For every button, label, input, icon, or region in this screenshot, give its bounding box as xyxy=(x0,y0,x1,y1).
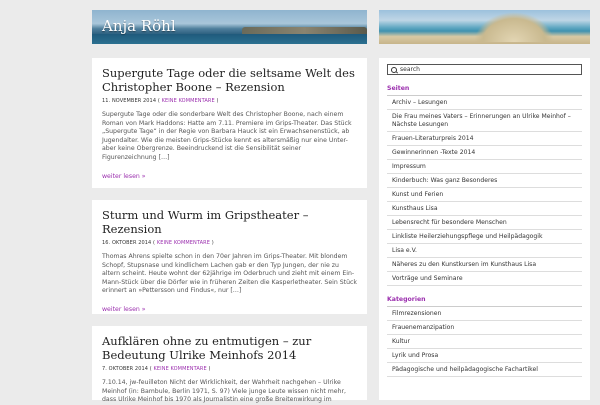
search-input[interactable] xyxy=(387,64,582,75)
comments-link[interactable]: KEINE KOMMENTARE xyxy=(156,240,211,246)
page-link[interactable]: Impressum xyxy=(387,160,582,174)
categories-widget-title: Kategorien xyxy=(387,296,582,307)
post-date: 16. OKTOBER 2014 xyxy=(102,240,152,246)
site-title[interactable]: Anja Röhl xyxy=(102,17,176,35)
page-link[interactable]: Kinderbuch: Was ganz Besonderes xyxy=(387,174,582,188)
page-link[interactable]: Näheres zu den Kunstkursen im Kunsthaus Lisa xyxy=(387,258,582,272)
post xyxy=(92,58,367,188)
category-link[interactable]: Frauenemanzipation xyxy=(387,321,582,335)
post xyxy=(92,200,367,314)
post-title[interactable]: Aufklären ohne zu entmutigen – zur Bedeutung Ulrike Meinhofs 2014 xyxy=(102,334,312,362)
page-link[interactable]: Linkliste Heilerziehungspflege und Heilpädagogik xyxy=(387,230,582,244)
post-title[interactable]: Sturm und Wurm im Gripstheater – Rezension xyxy=(102,208,309,236)
post-date: 11. NOVEMBER 2014 xyxy=(102,98,157,104)
category-link[interactable]: Lyrik und Prosa xyxy=(387,349,582,363)
post-excerpt: Supergute Tage oder die sonderbare Welt des Christopher Boone, nach einem Roman von Mark Haddons: Hatte am 7.11. Premiere im Grips-Theater. Das Stück „Supergute Tage“ in der Regie von Barbara Hauck ist ein Erwachsenenstück, ab Jugendalter. Wie die meisten Grips-Stücke kennt es altersmäßig nur eine Unter- aber keine Obergrenze. Beeindruckend ist die Sensibilität seiner Figurenzeichnung […] xyxy=(102,111,352,161)
read-more-link[interactable]: weiter lesen » xyxy=(102,172,146,180)
comments-paren-close: ) xyxy=(216,98,219,104)
category-link[interactable]: Pädagogische und heilpädagogische Fachartikel xyxy=(387,363,582,377)
comments-paren-open: ( xyxy=(153,240,156,246)
page-link[interactable]: Gewinnerinnen -Texte 2014 xyxy=(387,146,582,160)
post-meta xyxy=(102,98,357,104)
pages-widget-title: Seiten xyxy=(387,85,582,96)
post xyxy=(92,326,367,404)
page-link[interactable]: Kunsthaus Lisa xyxy=(387,202,582,216)
comments-paren-open: ( xyxy=(157,98,160,104)
sidebar xyxy=(379,58,590,400)
page-link[interactable]: Frauen-Literaturpreis 2014 xyxy=(387,132,582,146)
category-link[interactable]: Filmrezensionen xyxy=(387,307,582,321)
header-banner xyxy=(92,10,367,44)
comments-paren-open: ( xyxy=(149,366,152,372)
post-meta xyxy=(102,240,357,246)
post-title[interactable]: Supergute Tage oder die seltsame Welt des Christopher Boone – Rezension xyxy=(102,66,355,94)
post-date: 7. OKTOBER 2014 xyxy=(102,366,149,372)
search-field-text[interactable]: search xyxy=(400,66,420,73)
read-more-link[interactable]: weiter lesen » xyxy=(102,305,146,313)
post-excerpt: 7.10.14, jw-feuilleton Nicht der Wirklichkeit, der Wahrheit nachgehen – Ulrike Meinhof (in: Bambule, Berlin 1971, S. 97) Viele junge Leute wissen nicht mehr, dass Ulrike Meinhof bis 1970 als Journalistin eine große Breitenwirkung im xyxy=(102,379,347,404)
page-link[interactable]: Lisa e.V. xyxy=(387,244,582,258)
header-image-dune xyxy=(474,12,554,42)
category-link[interactable]: Kultur xyxy=(387,335,582,349)
page-link[interactable]: Kunst und Ferien xyxy=(387,188,582,202)
comments-link[interactable]: KEINE KOMMENTARE xyxy=(153,366,207,372)
page-link[interactable]: Lebensrecht für besondere Menschen xyxy=(387,216,582,230)
comments-paren-close: ) xyxy=(211,240,214,246)
post-meta xyxy=(102,366,357,372)
page-link[interactable]: Archiv – Lesungen xyxy=(387,96,582,110)
page-link[interactable]: Vorträge und Seminare xyxy=(387,272,582,286)
comments-link[interactable]: KEINE KOMMENTARE xyxy=(161,98,215,104)
pages-list xyxy=(387,96,582,286)
header-image xyxy=(379,10,590,44)
banner-sea xyxy=(92,34,367,44)
comments-paren-close: ) xyxy=(208,366,211,372)
post-excerpt: Thomas Ahrens spielte schon in den 70er Jahren im Grips-Theater. Mit blondem Schopf, Stupsnase und kindlichem Lachen gab er den Typ Jungen, der nie zu altern scheint. Heute wohnt der 62jährige im Oderbruch und zieht mit einem Ein-Mann-Stück über die Dörfer wie in früheren Zeiten die Kasperletheater. Sein Stück erinnert an »Pettersson und Findus«, nur […] xyxy=(102,253,358,295)
page-link[interactable]: Die Frau meines Vaters – Erinnerungen an Ulrike Meinhof – Nächste Lesungen xyxy=(387,110,582,132)
categories-list xyxy=(387,307,582,377)
search-icon xyxy=(391,67,397,73)
